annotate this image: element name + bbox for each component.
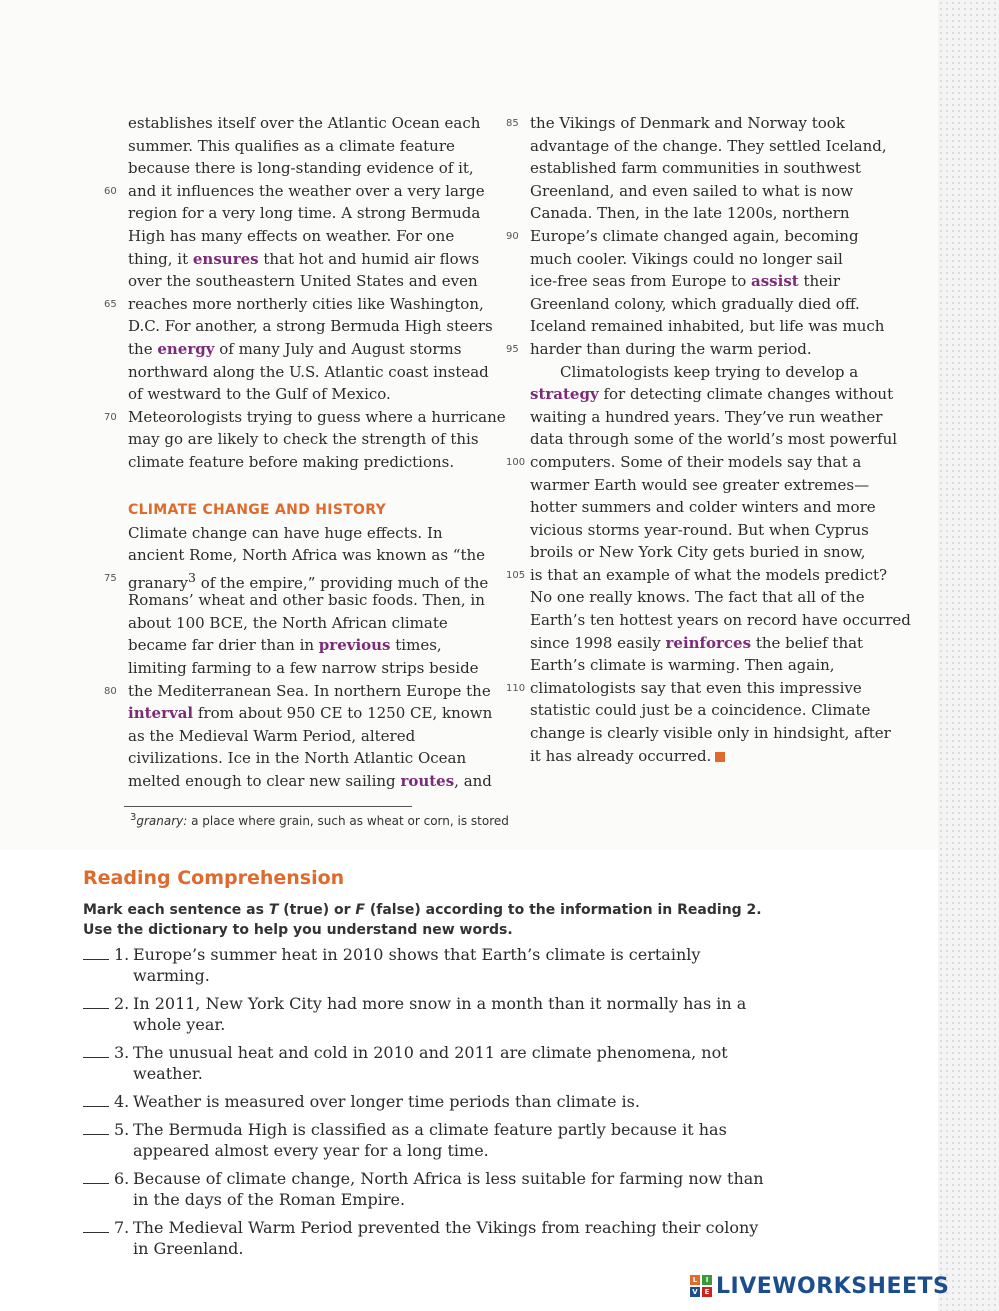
- question-number: 7.: [114, 1218, 130, 1237]
- text-line: limiting farming to a few narrow strips beside: [128, 659, 479, 678]
- text-line: interval from about 950 CE to 1250 CE, known: [128, 704, 493, 723]
- vocab-word: previous: [318, 636, 391, 655]
- line-number: 110: [506, 682, 526, 694]
- answer-blank[interactable]: [83, 1008, 109, 1009]
- answer-blank[interactable]: [83, 1232, 109, 1233]
- instr-part: (true) or: [278, 902, 356, 918]
- logo-mark-letter: V: [690, 1287, 700, 1297]
- text-line: ancient Rome, North Africa was known as “the: [128, 546, 486, 565]
- line-number: 90: [506, 230, 519, 242]
- text-line: 75 granary$^3$ of the empire,” providing much of the: [104, 569, 489, 592]
- question-item: [83, 1042, 773, 1084]
- vocab-word: assist: [751, 272, 799, 291]
- text-line: climate feature before making predictions.: [128, 452, 455, 471]
- text-line: 90 Europe’s climate changed again, becoming: [530, 225, 910, 248]
- line-number: 85: [506, 118, 519, 129]
- answer-blank[interactable]: [83, 1134, 109, 1135]
- text-line: became far drier than in previous times,: [128, 636, 442, 655]
- text-line: since 1998 easily reinforces the belief that: [530, 633, 864, 652]
- text-line: much cooler. Vikings could no longer sail: [530, 249, 843, 268]
- text-line: thing, it ensures that hot and humid air flows: [128, 249, 480, 268]
- instr-t: T: [268, 902, 279, 918]
- question-item: [83, 1168, 773, 1210]
- reading-right-column: [506, 112, 911, 767]
- question-number: 1.: [114, 945, 130, 964]
- text-line: about 100 BCE, the North African climate: [128, 613, 448, 632]
- line-number: 105: [506, 569, 526, 581]
- question-text: Because of climate change, North Africa is less suitable for farming now than in the days of the Roman Empire.: [133, 1169, 764, 1209]
- text-line: Greenland colony, which gradually died off.: [530, 294, 860, 313]
- text-line: 105 is that an example of what the models predict?: [530, 564, 910, 587]
- text-line: High has many effects on weather. For one: [128, 226, 455, 245]
- text-line: because there is long-standing evidence of it,: [128, 159, 474, 178]
- text-line: Greenland, and even sailed to what is now: [530, 181, 854, 200]
- text-line: 65 reaches more northerly cities like Washington,: [128, 293, 498, 316]
- text-line: 95 harder than during the warm period.: [530, 338, 910, 361]
- text-line: change is clearly visible only in hindsight, after: [530, 724, 891, 743]
- logo-mark-letter: L: [690, 1275, 700, 1285]
- end-mark-icon: [715, 752, 725, 762]
- text-line: Earth’s climate is warming. Then again,: [530, 656, 835, 675]
- footnote: [130, 812, 509, 828]
- footnote-rule: [124, 806, 412, 807]
- text-line: ice-free seas from Europe to assist their: [530, 272, 841, 291]
- text-line: 60 and it influences the weather over a very large: [128, 180, 498, 203]
- line-number: 70: [104, 411, 117, 423]
- vocab-word: energy: [157, 339, 215, 358]
- question-text: The Bermuda High is classified as a climate feature partly because it has appeared almost every year for a long time.: [133, 1120, 727, 1160]
- text-line: Climatologists keep trying to develop a: [560, 362, 859, 381]
- answer-blank[interactable]: [83, 959, 109, 960]
- text-line: Iceland remained inhabited, but life was much: [530, 317, 885, 336]
- logo-mark-letter: I: [702, 1275, 712, 1285]
- reading-left-column: [104, 112, 506, 793]
- text-line: warmer Earth would see greater extremes—: [530, 475, 870, 494]
- text-line: melted enough to clear new sailing routes, and: [128, 772, 492, 791]
- text-line: broils or New York City gets buried in snow,: [530, 543, 866, 562]
- line-number: 60: [104, 185, 117, 197]
- text-line: strategy for detecting climate changes without: [530, 385, 894, 404]
- text-line: vicious storms year-round. But when Cyprus: [530, 520, 869, 539]
- comprehension-title: Reading Comprehension: [83, 867, 345, 889]
- instr-f: F: [355, 902, 365, 918]
- text-line: 85 the Vikings of Denmark and Norway took: [530, 112, 910, 135]
- question-item: [83, 1217, 773, 1259]
- answer-blank[interactable]: [83, 1183, 109, 1184]
- text-line: advantage of the change. They settled Iceland,: [530, 136, 887, 155]
- text-line: D.C. For another, a strong Bermuda High steers: [128, 317, 493, 336]
- answer-blank[interactable]: [83, 1057, 109, 1058]
- text-line: Climate change can have huge effects. In: [128, 523, 443, 542]
- instr-part: Mark each sentence as: [83, 902, 269, 918]
- text-line: No one really knows. The fact that all of the: [530, 588, 865, 607]
- text-line: Earth’s ten hottest years on record have occurred: [530, 611, 911, 630]
- logo-mark-icon: [690, 1275, 712, 1297]
- vocab-word: reinforces: [665, 633, 752, 652]
- text-line: Canada. Then, in the late 1200s, northern: [530, 204, 850, 223]
- question-number: 4.: [114, 1092, 130, 1111]
- text-line: Romans’ wheat and other basic foods. Then, in: [128, 591, 485, 610]
- text-line: hotter summers and colder winters and more: [530, 498, 876, 517]
- line-number: 75: [104, 572, 117, 584]
- logo-text: LIVEWORKSHEETS: [716, 1273, 950, 1299]
- question-item: [83, 1091, 773, 1112]
- text-line: over the southeastern United States and even: [128, 272, 478, 291]
- dotted-margin: [938, 0, 999, 1311]
- question-text: In 2011, New York City had more snow in a month than it normally has in a whole year.: [133, 994, 747, 1034]
- line-number: 65: [104, 298, 117, 310]
- text-line: 70 Meteorologists trying to guess where a hurricane: [128, 406, 498, 429]
- comprehension-instructions: [83, 900, 783, 940]
- question-text: Weather is measured over longer time periods than climate is.: [133, 1092, 640, 1111]
- vocab-word: ensures: [192, 249, 259, 268]
- question-number: 3.: [114, 1043, 130, 1062]
- text-line: region for a very long time. A strong Bermuda: [128, 204, 481, 223]
- text-line: statistic could just be a coincidence. Climate: [530, 701, 871, 720]
- liveworksheets-logo: [690, 1273, 949, 1299]
- line-number: 80: [104, 685, 117, 697]
- text-line: waiting a hundred years. They’ve run weather: [530, 407, 883, 426]
- instr-part: (false) according to the information in Reading 2.: [364, 902, 762, 918]
- question-item: [83, 993, 773, 1035]
- instr-line2: Use the dictionary to help you understand new words.: [83, 922, 513, 938]
- question-item: [83, 1119, 773, 1161]
- question-text: Europe’s summer heat in 2010 shows that Earth’s climate is certainly warming.: [133, 945, 701, 985]
- text-line: the energy of many July and August storms: [128, 339, 462, 358]
- question-item: [83, 944, 773, 986]
- text-line: it has already occurred.: [530, 745, 910, 768]
- question-text: The Medieval Warm Period prevented the Vikings from reaching their colony in Greenland.: [133, 1218, 759, 1258]
- line-number: 95: [506, 343, 519, 355]
- text-line: data through some of the world’s most powerful: [530, 430, 898, 449]
- question-text: The unusual heat and cold in 2010 and 2011 are climate phenomena, not weather.: [133, 1043, 728, 1083]
- question-number: 6.: [114, 1169, 130, 1188]
- line-number: 100: [506, 456, 526, 468]
- text-line: northward along the U.S. Atlantic coast instead: [128, 362, 489, 381]
- question-number: 5.: [114, 1120, 130, 1139]
- text-line: establishes itself over the Atlantic Ocean each: [128, 114, 481, 132]
- text-line: established farm communities in southwest: [530, 159, 861, 178]
- text-line: civilizations. Ice in the North Atlantic Ocean: [128, 749, 467, 768]
- footnote-ref: 3: [187, 569, 196, 585]
- footnote-definition: a place where grain, such as wheat or corn, is stored: [187, 814, 509, 828]
- vocab-word: interval: [128, 704, 194, 723]
- text-line: as the Medieval Warm Period, altered: [128, 726, 416, 745]
- answer-blank[interactable]: [83, 1106, 109, 1107]
- text-line: 80 the Mediterranean Sea. In northern Europe the: [128, 680, 498, 703]
- vocab-word: strategy: [530, 385, 599, 404]
- footnote-term: granary:: [136, 814, 188, 828]
- logo-mark-letter: E: [702, 1287, 712, 1297]
- comprehension-items: [83, 944, 773, 1266]
- text-line: of westward to the Gulf of Mexico.: [128, 385, 391, 404]
- text-line: summer. This qualifies as a climate feature: [128, 136, 455, 155]
- footnote-marker: 3: [130, 812, 137, 823]
- text-line: 110 climatologists say that even this impressive: [530, 677, 910, 700]
- text-line: 100 computers. Some of their models say that a: [530, 451, 910, 474]
- vocab-word: routes: [400, 772, 455, 791]
- text-line: may go are likely to check the strength of this: [128, 430, 479, 449]
- spacer: [128, 474, 498, 496]
- question-number: 2.: [114, 994, 130, 1013]
- section-heading: CLIMATE CHANGE AND HISTORY: [128, 501, 387, 518]
